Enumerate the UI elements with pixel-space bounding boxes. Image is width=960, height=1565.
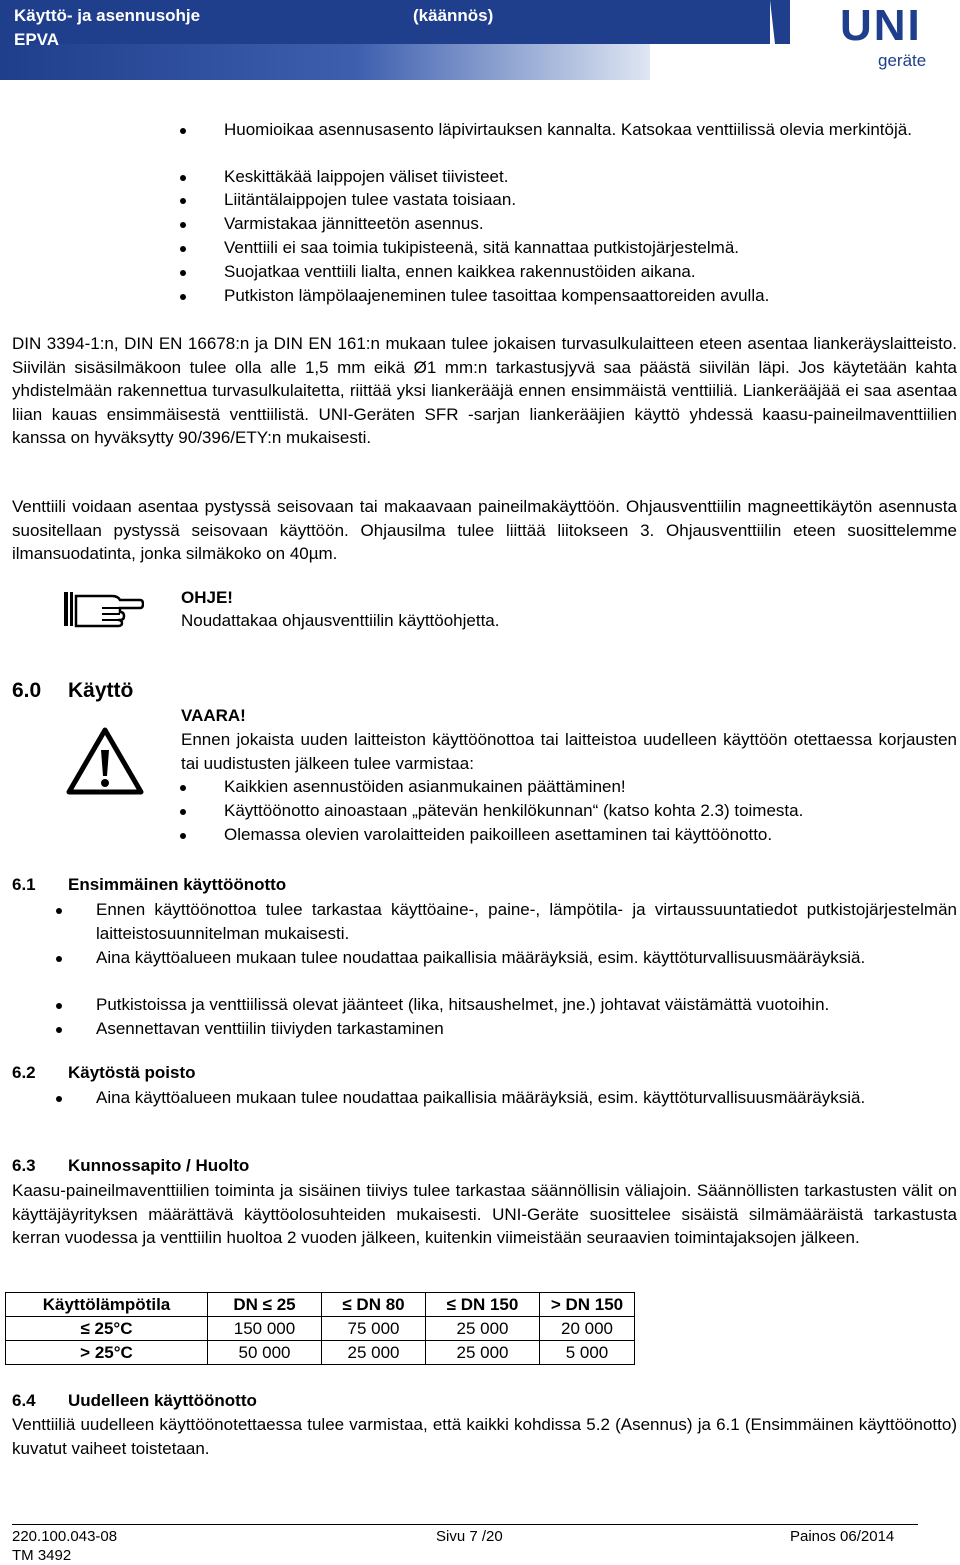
bullet-dot	[180, 833, 186, 839]
danger-text: Ennen jokaista uuden laitteiston käyttöönottoa tai laitteistoa uudelleen käyttöön otettaessa korjausten tai uudistusten jälkeen tulee varmistaa:	[181, 730, 957, 773]
table-cell: 5 000	[540, 1341, 635, 1365]
logo-graphic	[770, 0, 960, 72]
list-item: Aina käyttöalueen mukaan tulee noudattaa paikallisia määräyksiä, esim. käyttöturvallisuusmääräyksiä.	[96, 948, 866, 967]
list-item: Putkiston lämpölaajeneminen tulee tasoittaa kompensaattoreiden avulla.	[224, 286, 770, 305]
section-number: 6.0	[12, 679, 42, 702]
table-header-cell: ≤ DN 150	[426, 1293, 540, 1317]
subsection-number: 6.2	[12, 1063, 36, 1082]
table-cell: 25 000	[426, 1317, 540, 1341]
pointing-hand-icon	[62, 588, 144, 630]
table-cell: 50 000	[208, 1341, 322, 1365]
bullet-dot	[180, 785, 186, 791]
section-title: Käyttö	[68, 679, 134, 702]
bullet-dot	[56, 1027, 62, 1033]
subsection-title: Käytöstä poisto	[68, 1063, 196, 1082]
header-band-gradient	[0, 44, 650, 80]
din-paragraph: DIN 3394-1:n, DIN EN 16678:n ja DIN EN 161:n mukaan tulee jokaisen turvasulkulaitteen eteen asentaa liankeräyslaitteisto. Siivilän sisäsilmäkoon tulee olla alle 1,5 mm eikä Ø1 mm:n tarkastusjyvä saa päästä siivilän läpi. Jos käytetään kahta yhdistelmään rakennettua turvasulkulaitetta, riittää yksi liankerääjä ennen ensimmäistä venttiiliä. Liankerääjää ei saa asentaa liian kauas ensimmäisestä venttiilistä. UNI-Geräten SFR -sarjan liankerääjien käyttö yhdessä kaasu-paineilmaventtiilien kanssa on hyväksytty 90/396/ETY:n mukaisesti.	[12, 334, 957, 447]
edition: Painos 06/2014	[790, 1528, 895, 1545]
list-item: Asennettavan venttiilin tiiviyden tarkastaminen	[96, 1019, 444, 1038]
maintenance-paragraph: Kaasu-paineilmaventtiilien toiminta ja sisäinen tiiviys tulee tarkastaa säännöllisin väliajoin. Säännöllisten tarkastusten välit on käyttäjäyrityksen määrättävä käyttöolosuhteiden mukaisesti. UNI-Geräte suosittelee sisäistä silmämääräistä tarkastusta kerran vuodessa ja venttiilin huoltoa 2 vuoden jälkeen, kuitenkin viimeistään seuraavien toimintajaksojen jälkeen.	[12, 1181, 957, 1247]
doc-number: 220.100.043-08	[12, 1528, 118, 1545]
service-interval-table	[5, 1292, 635, 1365]
table-header-cell: > DN 150	[540, 1293, 635, 1317]
bullet-dot	[180, 294, 186, 300]
bullet-dot	[56, 1003, 62, 1009]
section-heading	[12, 679, 134, 703]
subsection-title: Kunnossapito / Huolto	[68, 1156, 250, 1175]
footer-rule	[12, 1524, 918, 1525]
bullet-dot	[180, 809, 186, 815]
table-header-row	[6, 1293, 635, 1317]
table-row	[6, 1317, 635, 1341]
subsection-title: Uudelleen käyttöönotto	[68, 1391, 257, 1410]
list-item: Keskittäkää laippojen väliset tiivisteet.	[224, 167, 509, 186]
mounting-paragraph: Venttiili voidaan asentaa pystyssä seisovaan tai makaavaan paineilmakäyttöön. Ohjausventtiilin magneettikäytön asennusta suositellaan pystyssä seisovaan käyttöön. Ohjausilma tulee liittää liitokseen 3. Ohjausventtiilin eteen suosittelemme ilmansuodatinta, jonka silmäkoko on 40µm.	[12, 497, 957, 563]
bullet-dot	[180, 270, 186, 276]
list-item: Varmistakaa jännitteetön asennus.	[224, 214, 484, 233]
bullet-dot	[56, 956, 62, 962]
table-header-cell: Käyttölämpötila	[6, 1293, 208, 1317]
list-item: Ennen käyttöönottoa tulee tarkastaa käyttöaine-, paine-, lämpötila- ja virtaussuuntatiedot putkistojärjestelmän laitteistosuunnitelman mukaisesti.	[96, 900, 957, 943]
document-title: Käyttö- ja asennusohje	[14, 6, 201, 25]
table-cell: 75 000	[322, 1317, 426, 1341]
bullet-dot	[180, 175, 186, 181]
table-cell: 25 000	[322, 1341, 426, 1365]
list-item: Olemassa olevien varolaitteiden paikoilleen asettaminen tai käyttöönotto.	[224, 825, 773, 844]
uni-gerate-logo	[770, 0, 960, 72]
logo-text: UNI	[840, 1, 922, 50]
bullet-dot	[56, 1096, 62, 1102]
list-item: Aina käyttöalueen mukaan tulee noudattaa paikallisia määräyksiä, esim. käyttöturvallisuusmääräyksiä.	[96, 1088, 866, 1107]
table-cell: > 25°C	[6, 1341, 208, 1365]
subsection-title: Ensimmäinen käyttöönotto	[68, 875, 287, 894]
recommissioning-paragraph: Venttiiliä uudelleen käyttöönotettaessa tulee varmistaa, että kaikki kohdissa 5.2 (Asennus) ja 6.1 (Ensimmäinen käyttöönotto) kuvatut vaiheet toistetaan.	[12, 1415, 957, 1458]
table-header-cell: ≤ DN 80	[322, 1293, 426, 1317]
product-name: EPVA	[14, 30, 60, 49]
list-item: Liitäntälaippojen tulee vastata toisiaan.	[224, 190, 517, 209]
subsection-number: 6.4	[12, 1391, 36, 1410]
list-item: Käyttöönotto ainoastaan „pätevän henkilökunnan“ (katso kohta 2.3) toimesta.	[224, 801, 804, 820]
list-item: Huomioikaa asennusasento läpivirtauksen kannalta. Katsokaa venttiilissä olevia merkintöjä.	[224, 120, 912, 139]
table-header-cell: DN ≤ 25	[208, 1293, 322, 1317]
table-row	[6, 1341, 635, 1365]
logo-subtext: geräte	[878, 51, 927, 70]
danger-title: VAARA!	[181, 706, 246, 725]
tm-number: TM 3492	[12, 1547, 72, 1564]
bullet-dot	[180, 128, 186, 134]
subsection-number: 6.3	[12, 1156, 36, 1175]
bullet-dot	[180, 246, 186, 252]
bullet-dot	[180, 198, 186, 204]
warning-triangle-icon	[66, 726, 144, 796]
bullet-dot	[56, 908, 62, 914]
table-cell: 25 000	[426, 1341, 540, 1365]
list-item: Kaikkien asennustöiden asianmukainen päättäminen!	[224, 777, 626, 796]
bullet-dot	[180, 222, 186, 228]
page-header	[0, 0, 960, 80]
table-cell: 20 000	[540, 1317, 635, 1341]
list-item: Suojatkaa venttiili lialta, ennen kaikkea rakennustöiden aikana.	[224, 262, 696, 281]
list-item: Putkistoissa ja venttiilissä olevat jäänteet (lika, hitsaushelmet, jne.) johtavat väistämättä vuotoihin.	[96, 995, 830, 1014]
list-item: Venttiili ei saa toimia tukipisteenä, sitä kannattaa putkistojärjestelmä.	[224, 238, 739, 257]
table-cell: 150 000	[208, 1317, 322, 1341]
note-text: Noudattakaa ohjausventtiilin käyttöohjetta.	[181, 611, 500, 630]
page-number: Sivu 7 /20	[436, 1528, 503, 1545]
table-cell: ≤ 25°C	[6, 1317, 208, 1341]
translation-note: (käännös)	[413, 6, 494, 25]
note-title: OHJE!	[181, 588, 233, 607]
subsection-number: 6.1	[12, 875, 36, 894]
